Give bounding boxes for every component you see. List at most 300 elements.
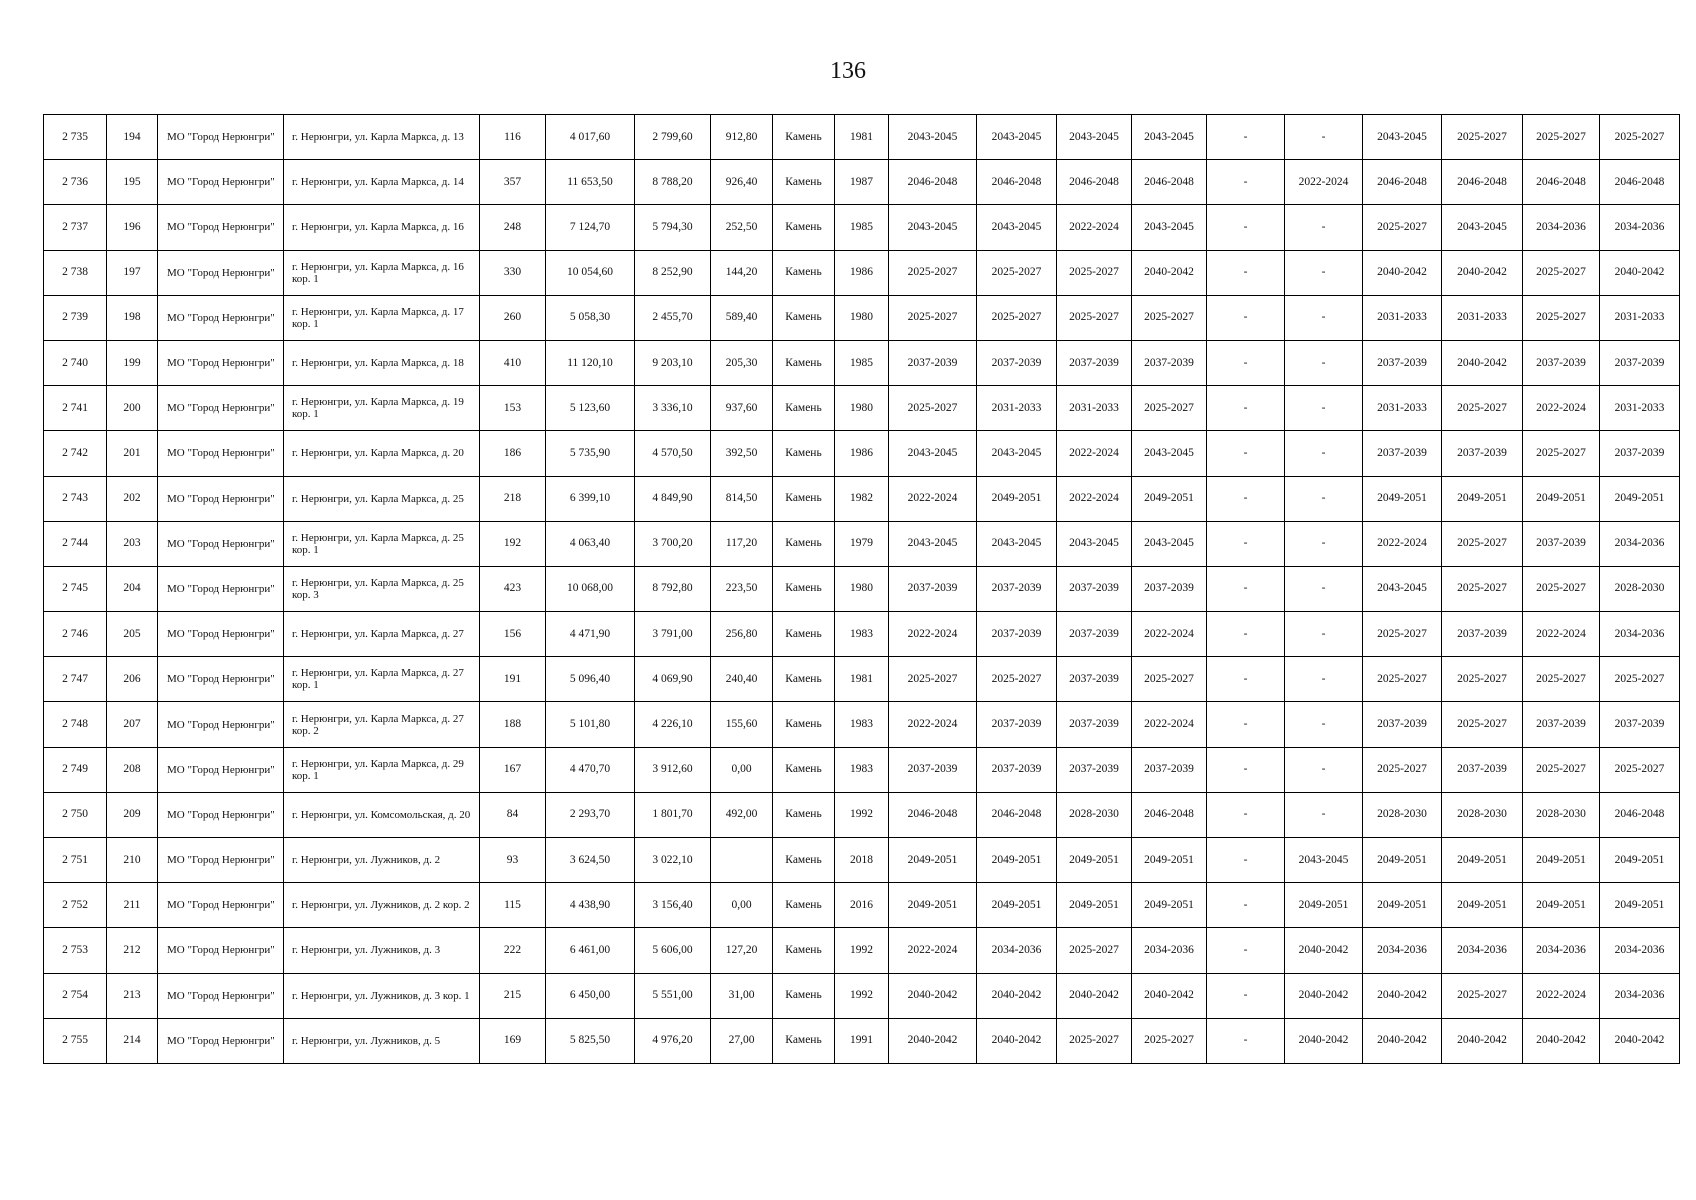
nonliving-area-cell: 155,60 [711, 702, 773, 747]
total-area-cell: 2 293,70 [546, 792, 635, 837]
period-cell-7: 2049-2051 [1363, 838, 1442, 883]
table-body [44, 115, 1680, 1064]
residents-cell: 410 [480, 340, 546, 385]
local-number: 206 [107, 657, 158, 702]
address-cell: г. Нерюнгри, ул. Карла Маркса, д. 17 кор. 1 [284, 295, 480, 340]
period-cell-1: 2043-2045 [889, 521, 977, 566]
period-cell-1: 2040-2042 [889, 1018, 977, 1063]
row-number: 2 747 [44, 657, 107, 702]
table-row [44, 115, 1680, 160]
period-cell-5: - [1207, 612, 1285, 657]
year-built-cell: 1986 [835, 250, 889, 295]
owner-cell: МО "Город Нерюнгри" [158, 702, 284, 747]
period-cell-6: - [1285, 431, 1363, 476]
period-cell-7: 2025-2027 [1363, 205, 1442, 250]
wall-material-cell: Камень [773, 115, 835, 160]
owner-cell: МО "Город Нерюнгри" [158, 612, 284, 657]
row-number: 2 744 [44, 521, 107, 566]
local-number: 210 [107, 838, 158, 883]
living-area-cell: 5 794,30 [635, 205, 711, 250]
period-cell-3: 2043-2045 [1057, 115, 1132, 160]
period-cell-5: - [1207, 566, 1285, 611]
living-area-cell: 4 226,10 [635, 702, 711, 747]
period-cell-2: 2040-2042 [977, 1018, 1057, 1063]
address-cell: г. Нерюнгри, ул. Карла Маркса, д. 25 кор. 3 [284, 566, 480, 611]
row-number: 2 736 [44, 160, 107, 205]
year-built-cell: 1983 [835, 612, 889, 657]
period-cell-4: 2049-2051 [1132, 883, 1207, 928]
period-cell-10: 2040-2042 [1600, 250, 1680, 295]
period-cell-4: 2034-2036 [1132, 928, 1207, 973]
local-number: 208 [107, 747, 158, 792]
owner-cell: МО "Город Нерюнгри" [158, 340, 284, 385]
total-area-cell: 11 653,50 [546, 160, 635, 205]
year-built-cell: 1991 [835, 1018, 889, 1063]
period-cell-2: 2043-2045 [977, 115, 1057, 160]
period-cell-4: 2022-2024 [1132, 702, 1207, 747]
period-cell-1: 2025-2027 [889, 295, 977, 340]
local-number: 195 [107, 160, 158, 205]
period-cell-5: - [1207, 476, 1285, 521]
period-cell-2: 2037-2039 [977, 566, 1057, 611]
total-area-cell: 4 063,40 [546, 521, 635, 566]
period-cell-6: - [1285, 747, 1363, 792]
wall-material-cell: Камень [773, 657, 835, 702]
period-cell-6: 2040-2042 [1285, 973, 1363, 1018]
wall-material-cell: Камень [773, 205, 835, 250]
period-cell-5: - [1207, 747, 1285, 792]
period-cell-5: - [1207, 521, 1285, 566]
residents-cell: 248 [480, 205, 546, 250]
owner-cell: МО "Город Нерюнгри" [158, 431, 284, 476]
period-cell-3: 2025-2027 [1057, 928, 1132, 973]
period-cell-10: 2046-2048 [1600, 160, 1680, 205]
row-number: 2 737 [44, 205, 107, 250]
period-cell-7: 2031-2033 [1363, 295, 1442, 340]
address-cell: г. Нерюнгри, ул. Карла Маркса, д. 27 кор. 1 [284, 657, 480, 702]
year-built-cell: 1982 [835, 476, 889, 521]
year-built-cell: 1992 [835, 928, 889, 973]
period-cell-9: 2022-2024 [1523, 612, 1600, 657]
period-cell-8: 2037-2039 [1442, 612, 1523, 657]
period-cell-2: 2043-2045 [977, 521, 1057, 566]
wall-material-cell: Камень [773, 838, 835, 883]
table-row [44, 883, 1680, 928]
wall-material-cell: Камень [773, 883, 835, 928]
address-cell: г. Нерюнгри, ул. Лужников, д. 5 [284, 1018, 480, 1063]
row-number: 2 754 [44, 973, 107, 1018]
address-cell: г. Нерюнгри, ул. Лужников, д. 2 [284, 838, 480, 883]
period-cell-7: 2037-2039 [1363, 431, 1442, 476]
period-cell-10: 2028-2030 [1600, 566, 1680, 611]
local-number: 200 [107, 386, 158, 431]
period-cell-6: - [1285, 250, 1363, 295]
owner-cell: МО "Город Нерюнгри" [158, 838, 284, 883]
residents-cell: 191 [480, 657, 546, 702]
residents-cell: 423 [480, 566, 546, 611]
period-cell-2: 2037-2039 [977, 612, 1057, 657]
period-cell-3: 2028-2030 [1057, 792, 1132, 837]
owner-cell: МО "Город Нерюнгри" [158, 115, 284, 160]
period-cell-9: 2034-2036 [1523, 205, 1600, 250]
total-area-cell: 5 735,90 [546, 431, 635, 476]
owner-cell: МО "Город Нерюнгри" [158, 386, 284, 431]
living-area-cell: 5 606,00 [635, 928, 711, 973]
period-cell-9: 2034-2036 [1523, 928, 1600, 973]
period-cell-6: - [1285, 612, 1363, 657]
period-cell-2: 2040-2042 [977, 973, 1057, 1018]
period-cell-8: 2028-2030 [1442, 792, 1523, 837]
period-cell-3: 2022-2024 [1057, 431, 1132, 476]
period-cell-5: - [1207, 160, 1285, 205]
year-built-cell: 1992 [835, 973, 889, 1018]
row-number: 2 742 [44, 431, 107, 476]
total-area-cell: 5 825,50 [546, 1018, 635, 1063]
row-number: 2 751 [44, 838, 107, 883]
period-cell-7: 2037-2039 [1363, 340, 1442, 385]
period-cell-8: 2025-2027 [1442, 702, 1523, 747]
period-cell-6: - [1285, 657, 1363, 702]
row-number: 2 749 [44, 747, 107, 792]
period-cell-10: 2034-2036 [1600, 205, 1680, 250]
period-cell-2: 2046-2048 [977, 792, 1057, 837]
living-area-cell: 5 551,00 [635, 973, 711, 1018]
period-cell-3: 2040-2042 [1057, 973, 1132, 1018]
wall-material-cell: Камень [773, 295, 835, 340]
local-number: 212 [107, 928, 158, 973]
period-cell-10: 2049-2051 [1600, 838, 1680, 883]
period-cell-8: 2031-2033 [1442, 295, 1523, 340]
year-built-cell: 1980 [835, 386, 889, 431]
table-row [44, 657, 1680, 702]
total-area-cell: 6 461,00 [546, 928, 635, 973]
owner-cell: МО "Город Нерюнгри" [158, 747, 284, 792]
residents-cell: 84 [480, 792, 546, 837]
total-area-cell: 5 096,40 [546, 657, 635, 702]
period-cell-3: 2037-2039 [1057, 340, 1132, 385]
residents-cell: 116 [480, 115, 546, 160]
period-cell-3: 2025-2027 [1057, 250, 1132, 295]
nonliving-area-cell: 589,40 [711, 295, 773, 340]
period-cell-4: 2049-2051 [1132, 838, 1207, 883]
period-cell-2: 2025-2027 [977, 657, 1057, 702]
total-area-cell: 4 017,60 [546, 115, 635, 160]
total-area-cell: 10 068,00 [546, 566, 635, 611]
address-cell: г. Нерюнгри, ул. Лужников, д. 3 [284, 928, 480, 973]
local-number: 205 [107, 612, 158, 657]
table-row [44, 521, 1680, 566]
wall-material-cell: Камень [773, 928, 835, 973]
residents-cell: 186 [480, 431, 546, 476]
period-cell-2: 2037-2039 [977, 702, 1057, 747]
owner-cell: МО "Город Нерюнгри" [158, 476, 284, 521]
period-cell-4: 2037-2039 [1132, 340, 1207, 385]
period-cell-8: 2049-2051 [1442, 883, 1523, 928]
period-cell-9: 2025-2027 [1523, 566, 1600, 611]
period-cell-5: - [1207, 838, 1285, 883]
table-row [44, 973, 1680, 1018]
residents-cell: 153 [480, 386, 546, 431]
period-cell-5: - [1207, 792, 1285, 837]
period-cell-7: 2034-2036 [1363, 928, 1442, 973]
row-number: 2 753 [44, 928, 107, 973]
period-cell-1: 2022-2024 [889, 702, 977, 747]
living-area-cell: 3 022,10 [635, 838, 711, 883]
residents-cell: 156 [480, 612, 546, 657]
period-cell-3: 2049-2051 [1057, 838, 1132, 883]
row-number: 2 735 [44, 115, 107, 160]
total-area-cell: 4 470,70 [546, 747, 635, 792]
living-area-cell: 3 700,20 [635, 521, 711, 566]
period-cell-6: - [1285, 115, 1363, 160]
period-cell-2: 2046-2048 [977, 160, 1057, 205]
row-number: 2 748 [44, 702, 107, 747]
period-cell-10: 2034-2036 [1600, 521, 1680, 566]
period-cell-4: 2046-2048 [1132, 160, 1207, 205]
period-cell-2: 2025-2027 [977, 295, 1057, 340]
owner-cell: МО "Город Нерюнгри" [158, 1018, 284, 1063]
period-cell-6: - [1285, 792, 1363, 837]
living-area-cell: 3 336,10 [635, 386, 711, 431]
period-cell-4: 2025-2027 [1132, 1018, 1207, 1063]
nonliving-area-cell: 814,50 [711, 476, 773, 521]
nonliving-area-cell: 926,40 [711, 160, 773, 205]
nonliving-area-cell: 252,50 [711, 205, 773, 250]
total-area-cell: 4 438,90 [546, 883, 635, 928]
living-area-cell: 3 156,40 [635, 883, 711, 928]
total-area-cell: 11 120,10 [546, 340, 635, 385]
wall-material-cell: Камень [773, 160, 835, 205]
period-cell-3: 2025-2027 [1057, 1018, 1132, 1063]
living-area-cell: 3 791,00 [635, 612, 711, 657]
period-cell-2: 2037-2039 [977, 747, 1057, 792]
period-cell-6: - [1285, 205, 1363, 250]
nonliving-area-cell: 912,80 [711, 115, 773, 160]
table-row [44, 250, 1680, 295]
living-area-cell: 4 849,90 [635, 476, 711, 521]
period-cell-6: 2049-2051 [1285, 883, 1363, 928]
local-number: 194 [107, 115, 158, 160]
year-built-cell: 1981 [835, 115, 889, 160]
total-area-cell: 7 124,70 [546, 205, 635, 250]
nonliving-area-cell: 392,50 [711, 431, 773, 476]
living-area-cell: 2 455,70 [635, 295, 711, 340]
period-cell-6: 2043-2045 [1285, 838, 1363, 883]
period-cell-9: 2025-2027 [1523, 295, 1600, 340]
residents-cell: 93 [480, 838, 546, 883]
period-cell-9: 2025-2027 [1523, 657, 1600, 702]
period-cell-5: - [1207, 250, 1285, 295]
residents-cell: 215 [480, 973, 546, 1018]
period-cell-6: 2040-2042 [1285, 1018, 1363, 1063]
period-cell-3: 2037-2039 [1057, 566, 1132, 611]
living-area-cell: 4 570,50 [635, 431, 711, 476]
residents-cell: 357 [480, 160, 546, 205]
owner-cell: МО "Город Нерюнгри" [158, 883, 284, 928]
address-cell: г. Нерюнгри, ул. Карла Маркса, д. 14 [284, 160, 480, 205]
row-number: 2 745 [44, 566, 107, 611]
period-cell-3: 2046-2048 [1057, 160, 1132, 205]
period-cell-9: 2025-2027 [1523, 115, 1600, 160]
row-number: 2 738 [44, 250, 107, 295]
period-cell-5: - [1207, 340, 1285, 385]
address-cell: г. Нерюнгри, ул. Карла Маркса, д. 25 кор. 1 [284, 521, 480, 566]
period-cell-10: 2025-2027 [1600, 747, 1680, 792]
period-cell-5: - [1207, 115, 1285, 160]
period-cell-3: 2037-2039 [1057, 747, 1132, 792]
local-number: 196 [107, 205, 158, 250]
period-cell-8: 2049-2051 [1442, 838, 1523, 883]
nonliving-area-cell: 256,80 [711, 612, 773, 657]
period-cell-8: 2040-2042 [1442, 1018, 1523, 1063]
period-cell-9: 2022-2024 [1523, 386, 1600, 431]
period-cell-8: 2025-2027 [1442, 115, 1523, 160]
period-cell-5: - [1207, 973, 1285, 1018]
period-cell-5: - [1207, 386, 1285, 431]
period-cell-1: 2046-2048 [889, 160, 977, 205]
wall-material-cell: Камень [773, 431, 835, 476]
period-cell-6: 2040-2042 [1285, 928, 1363, 973]
period-cell-8: 2025-2027 [1442, 657, 1523, 702]
residents-cell: 260 [480, 295, 546, 340]
living-area-cell: 1 801,70 [635, 792, 711, 837]
period-cell-9: 2049-2051 [1523, 476, 1600, 521]
year-built-cell: 1987 [835, 160, 889, 205]
living-area-cell: 2 799,60 [635, 115, 711, 160]
period-cell-1: 2049-2051 [889, 838, 977, 883]
residents-cell: 218 [480, 476, 546, 521]
period-cell-1: 2046-2048 [889, 792, 977, 837]
period-cell-8: 2040-2042 [1442, 250, 1523, 295]
period-cell-2: 2037-2039 [977, 340, 1057, 385]
address-cell: г. Нерюнгри, ул. Карла Маркса, д. 16 [284, 205, 480, 250]
period-cell-9: 2022-2024 [1523, 973, 1600, 1018]
owner-cell: МО "Город Нерюнгри" [158, 657, 284, 702]
residents-cell: 115 [480, 883, 546, 928]
period-cell-9: 2025-2027 [1523, 747, 1600, 792]
row-number: 2 743 [44, 476, 107, 521]
period-cell-4: 2043-2045 [1132, 521, 1207, 566]
period-cell-9: 2046-2048 [1523, 160, 1600, 205]
period-cell-8: 2025-2027 [1442, 521, 1523, 566]
living-area-cell: 4 976,20 [635, 1018, 711, 1063]
period-cell-8: 2046-2048 [1442, 160, 1523, 205]
address-cell: г. Нерюнгри, ул. Карла Маркса, д. 27 [284, 612, 480, 657]
local-number: 201 [107, 431, 158, 476]
year-built-cell: 1980 [835, 566, 889, 611]
wall-material-cell: Камень [773, 612, 835, 657]
period-cell-3: 2022-2024 [1057, 205, 1132, 250]
period-cell-4: 2046-2048 [1132, 792, 1207, 837]
period-cell-7: 2046-2048 [1363, 160, 1442, 205]
period-cell-8: 2025-2027 [1442, 566, 1523, 611]
period-cell-3: 2043-2045 [1057, 521, 1132, 566]
nonliving-area-cell [711, 838, 773, 883]
wall-material-cell: Камень [773, 973, 835, 1018]
residents-cell: 330 [480, 250, 546, 295]
local-number: 199 [107, 340, 158, 385]
period-cell-3: 2037-2039 [1057, 657, 1132, 702]
period-cell-1: 2040-2042 [889, 973, 977, 1018]
year-built-cell: 1983 [835, 702, 889, 747]
year-built-cell: 1985 [835, 340, 889, 385]
period-cell-9: 2049-2051 [1523, 838, 1600, 883]
period-cell-8: 2025-2027 [1442, 973, 1523, 1018]
period-cell-2: 2049-2051 [977, 883, 1057, 928]
period-cell-10: 2037-2039 [1600, 431, 1680, 476]
year-built-cell: 1992 [835, 792, 889, 837]
period-cell-1: 2022-2024 [889, 476, 977, 521]
period-cell-1: 2037-2039 [889, 566, 977, 611]
living-area-cell: 8 788,20 [635, 160, 711, 205]
period-cell-3: 2037-2039 [1057, 702, 1132, 747]
period-cell-1: 2022-2024 [889, 612, 977, 657]
period-cell-3: 2031-2033 [1057, 386, 1132, 431]
period-cell-7: 2040-2042 [1363, 250, 1442, 295]
period-cell-7: 2037-2039 [1363, 702, 1442, 747]
address-cell: г. Нерюнгри, ул. Лужников, д. 2 кор. 2 [284, 883, 480, 928]
period-cell-6: - [1285, 476, 1363, 521]
period-cell-7: 2022-2024 [1363, 521, 1442, 566]
period-cell-1: 2043-2045 [889, 431, 977, 476]
period-cell-1: 2037-2039 [889, 747, 977, 792]
period-cell-9: 2040-2042 [1523, 1018, 1600, 1063]
nonliving-area-cell: 127,20 [711, 928, 773, 973]
period-cell-5: - [1207, 883, 1285, 928]
period-cell-10: 2034-2036 [1600, 928, 1680, 973]
period-cell-7: 2040-2042 [1363, 1018, 1442, 1063]
address-cell: г. Нерюнгри, ул. Карла Маркса, д. 16 кор. 1 [284, 250, 480, 295]
residents-cell: 167 [480, 747, 546, 792]
period-cell-2: 2043-2045 [977, 205, 1057, 250]
wall-material-cell: Камень [773, 476, 835, 521]
period-cell-1: 2025-2027 [889, 386, 977, 431]
period-cell-8: 2034-2036 [1442, 928, 1523, 973]
table-row [44, 160, 1680, 205]
nonliving-area-cell: 144,20 [711, 250, 773, 295]
year-built-cell: 1983 [835, 747, 889, 792]
owner-cell: МО "Город Нерюнгри" [158, 521, 284, 566]
period-cell-2: 2025-2027 [977, 250, 1057, 295]
period-cell-2: 2034-2036 [977, 928, 1057, 973]
living-area-cell: 9 203,10 [635, 340, 711, 385]
period-cell-4: 2037-2039 [1132, 747, 1207, 792]
period-cell-8: 2025-2027 [1442, 386, 1523, 431]
nonliving-area-cell: 937,60 [711, 386, 773, 431]
residents-cell: 169 [480, 1018, 546, 1063]
owner-cell: МО "Город Нерюнгри" [158, 973, 284, 1018]
period-cell-2: 2049-2051 [977, 838, 1057, 883]
period-cell-5: - [1207, 657, 1285, 702]
period-cell-1: 2043-2045 [889, 115, 977, 160]
period-cell-5: - [1207, 205, 1285, 250]
year-built-cell: 2016 [835, 883, 889, 928]
period-cell-1: 2022-2024 [889, 928, 977, 973]
nonliving-area-cell: 223,50 [711, 566, 773, 611]
table-row [44, 702, 1680, 747]
address-cell: г. Нерюнгри, ул. Карла Маркса, д. 27 кор. 2 [284, 702, 480, 747]
period-cell-7: 2043-2045 [1363, 115, 1442, 160]
wall-material-cell: Камень [773, 386, 835, 431]
period-cell-9: 2037-2039 [1523, 340, 1600, 385]
period-cell-10: 2031-2033 [1600, 295, 1680, 340]
period-cell-10: 2049-2051 [1600, 476, 1680, 521]
year-built-cell: 1979 [835, 521, 889, 566]
table-row [44, 612, 1680, 657]
total-area-cell: 4 471,90 [546, 612, 635, 657]
owner-cell: МО "Город Нерюнгри" [158, 566, 284, 611]
table-row [44, 566, 1680, 611]
